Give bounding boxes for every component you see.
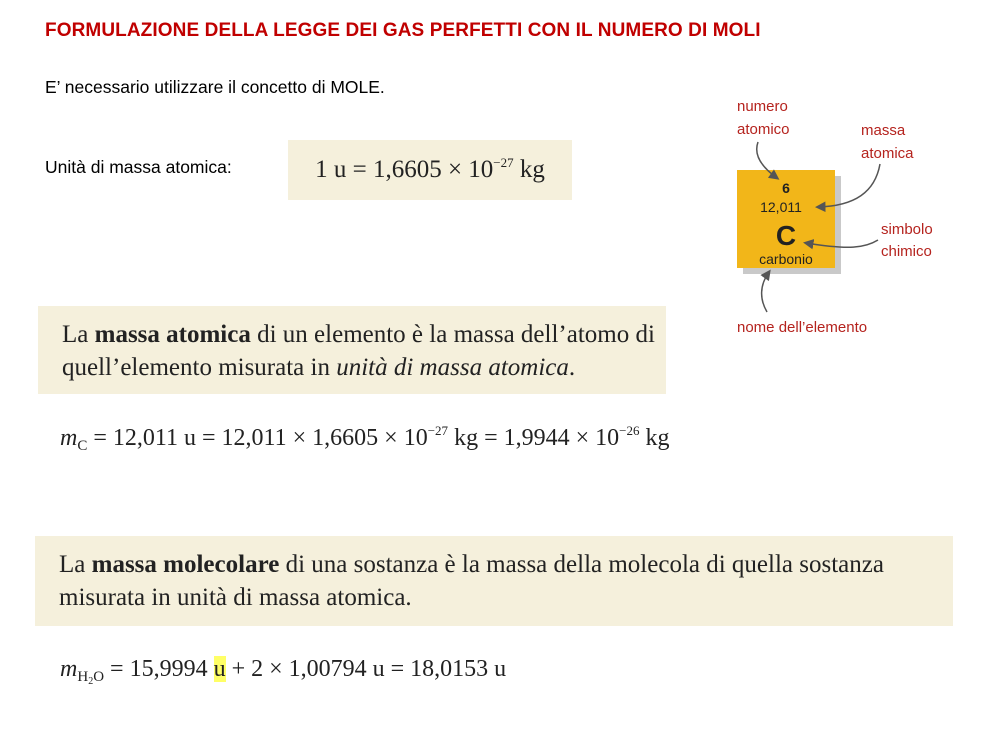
molecular-mass-definition: La massa molecolare di una sostanza è la massa della molecola di quella sostanza misurata in unità di massa atomica. (35, 536, 953, 626)
atomic-number: 6 (782, 180, 790, 196)
element-name: carbonio (759, 251, 813, 267)
label-atomico: atomico (737, 121, 790, 138)
label-simbolo: simbolo (881, 221, 933, 238)
uma-label: Unità di massa atomica: (45, 157, 232, 177)
atomic-mass: 12,011 (760, 199, 802, 215)
water-mass-equation: $m_{H_2O} = 15,9994$ u + 2 × 1,00794 u = 18,0153 u (60, 656, 507, 687)
uma-formula-box (288, 140, 572, 200)
element-symbol: C (775, 220, 797, 251)
label-atomica: atomica (861, 145, 914, 162)
intro-text: E’ necessario utilizzare il concetto di MOLE. (45, 77, 385, 97)
label-numero: numero (737, 98, 788, 115)
page-title: FORMULAZIONE DELLA LEGGE DEI GAS PERFETTI CON IL NUMERO DI MOLI (45, 20, 761, 41)
label-massa: massa (861, 122, 906, 139)
carbon-mass-equation: $m_C = 12,011$ $u = 12,011 \times 1,6605 \times 10^{-27}$ kg = $1,9944 \times 10^{-26}$ kg (60, 423, 670, 454)
element-card-diagram (725, 90, 990, 350)
uma-formula: 1 $u = 1,6605 \times 10^{-27}$ kg (315, 155, 545, 183)
label-chimico: chimico (881, 243, 932, 260)
atomic-mass-definition: La massa atomica di un elemento è la massa dell’atomo di quell’elemento misurata in unità di massa atomica. (38, 306, 666, 394)
arrow-nome (762, 272, 769, 312)
highlighted-unit: u (213, 656, 226, 682)
label-nome: nome dell’elemento (737, 319, 868, 336)
